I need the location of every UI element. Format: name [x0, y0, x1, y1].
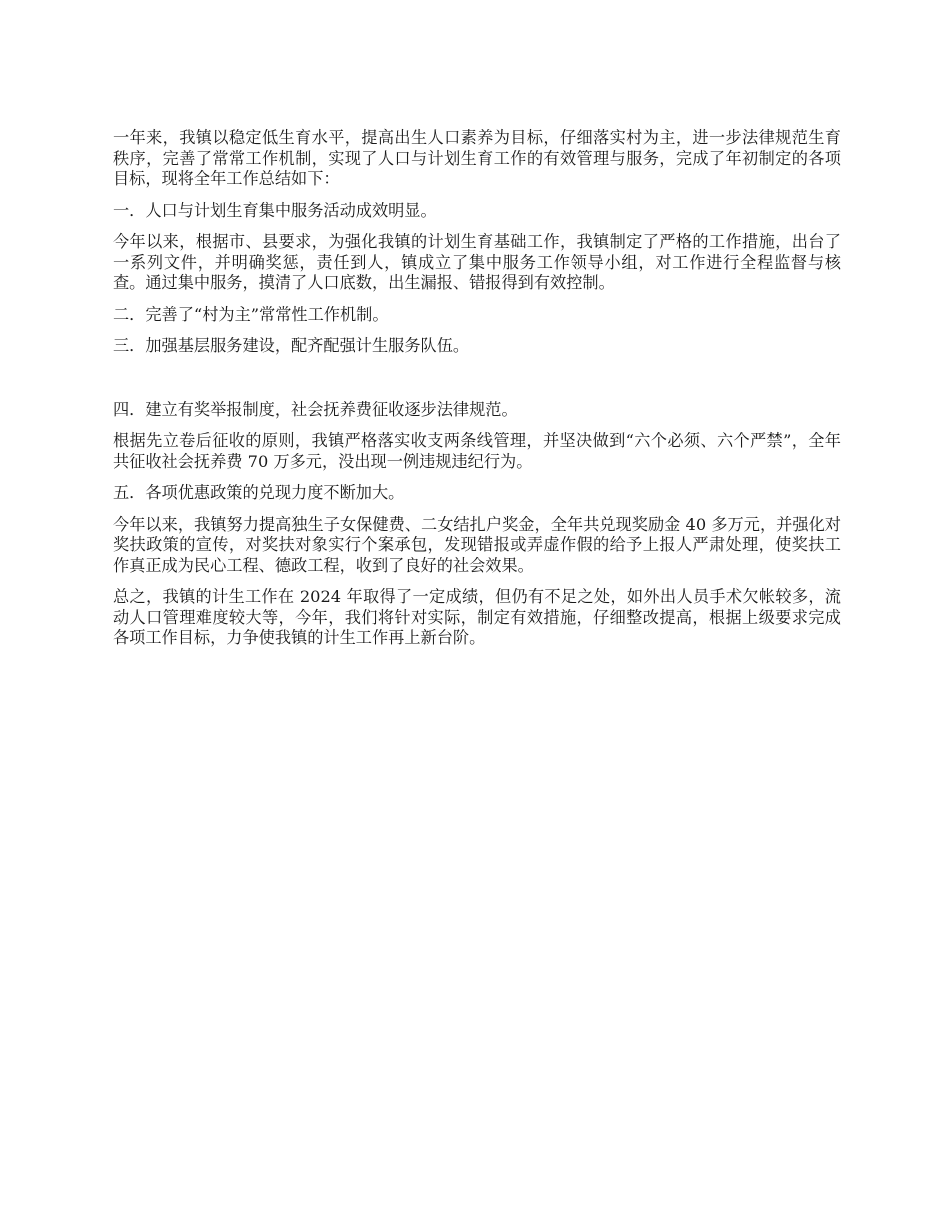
section-1-paragraph: 今年以来，根据市、县要求，为强化我镇的计划生育基础工作，我镇制定了严格的工作措施，出台了一系列文件，并明确奖惩，责任到人，镇成立了集中服务工作领导小组，对工作进行全程监督与核查。通过集中服务，摸清了人口底数，出生漏报、错报得到有效控制。 — [113, 232, 841, 292]
document-page — [113, 128, 841, 660]
section-4-heading: 四．建立有奖举报制度，社会抚养费征收逐步法律规范。 — [113, 399, 518, 419]
section-5-paragraph: 今年以来，我镇努力提高独生子女保健费、二女结扎户奖金，全年共兑现奖励金 40 多万元，并强化对奖扶政策的宣传，对奖扶对象实行个案承包，发现错报或弄虚作假的给予上报人严肃处理，使奖扶工作真正成为民心工程、德政工程，收到了良好的社会效果。 — [113, 514, 841, 575]
section-2-heading: 二．完善了“村为主”常常性工作机制。 — [113, 304, 389, 324]
section-4-paragraph: 根据先立卷后征收的原则，我镇严格落实收支两条线管理，并坚决做到“六个必须、六个严禁”，全年共征收社会抚养费 70 万多元，没出现一例违规违纪行为。 — [113, 431, 841, 471]
section-1-heading: 一．人口与计划生育集中服务活动成效明显。 — [113, 200, 437, 220]
intro-paragraph: 一年来，我镇以稳定低生育水平，提高出生人口素养为目标，仔细落实村为主，进一步法律规范生育秩序，完善了常常工作机制，实现了人口与计划生育工作的有效管理与服务，完成了年初制定的各项目标，现将全年工作总结如下： — [113, 128, 841, 188]
conclusion-paragraph: 总之，我镇的计生工作在 2024 年取得了一定成绩，但仍有不足之处，如外出人员手术欠帐较多，流动人口管理难度较大等，今年，我们将针对实际，制定有效措施，仔细整改提高，根据上级要求完成各项工作目标，力争使我镇的计生工作再上新台阶。 — [113, 587, 841, 647]
section-spacer — [113, 368, 841, 400]
section-3-heading: 三．加强基层服务建设，配齐配强计生服务队伍。 — [113, 336, 470, 355]
section-5-heading: 五．各项优惠政策的兑现力度不断加大。 — [113, 483, 405, 502]
